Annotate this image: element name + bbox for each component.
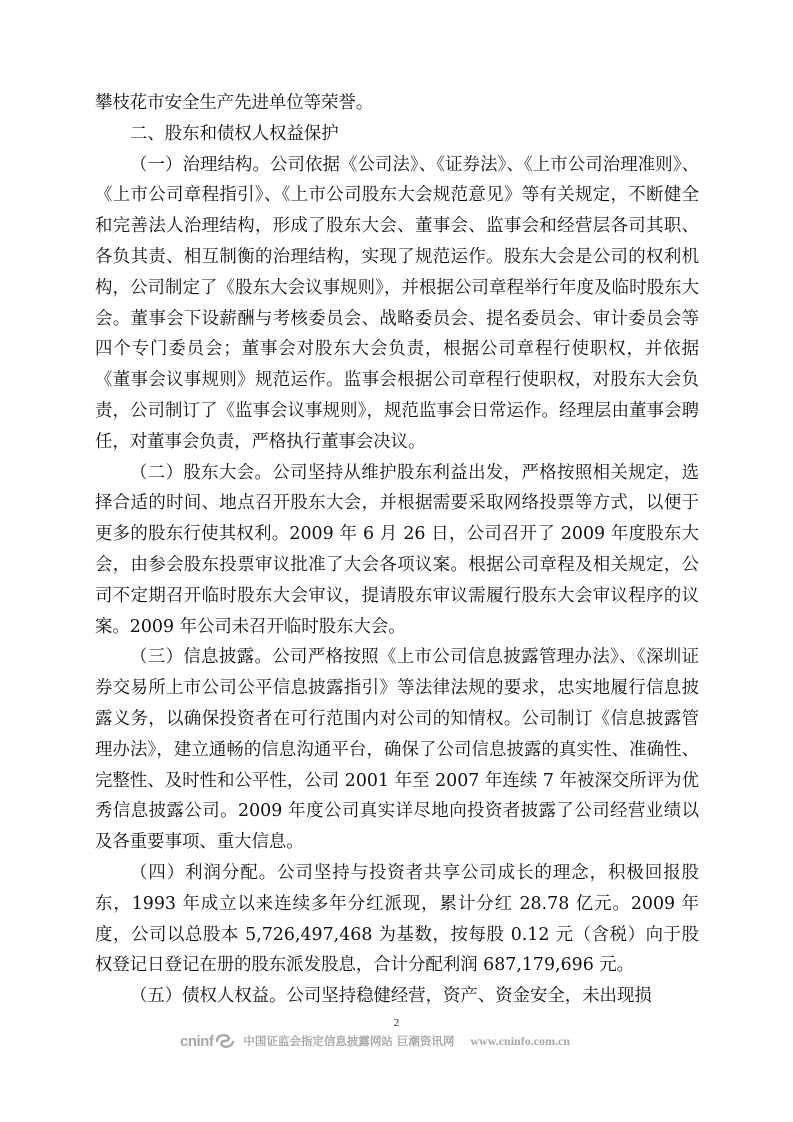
paragraph-governance: （一）治理结构。公司依据《公司法》、《证券法》、《上市公司治理准则》、《上市公司章程指引》、《上市公司股东大会规范意见》等有关规定，不断健全和完善法人治理结构，形成了股东大会、董事会、监事会和经营层各司其职、各负其责、相互制衡的治理结构，实现了规范运作。股东大会是公司的权利机构，公司制定了《股东大会议事规则》，并根据公司章程举行年度及临时股东大会。董事会下设薪酬与考核委员会、战略委员会、提名委员会、审计委员会等四个专门委员会；董事会对股东大会负责，根据公司章程行使职权，并依据《董事会议事规则》规范运作。监事会根据公司章程行使职权，对股东大会负责，公司制订了《监事会议事规则》，规范监事会日常运作。经理层由董事会聘任，对董事会负责，严格执行董事会决议。: [95, 154, 699, 452]
paragraph-profit-distribution: （四）利润分配。公司坚持与投资者共享公司成长的理念，积极回报股东，1993 年成立以来连续多年分红派现，累计分红 28.78 亿元。2009 年度，公司以总股本 5,726,497,468 为基数，按每股 0.12 元（含税）向于股权登记日登记在册的股东派发股息，合计分配利润 687,179,696 元。: [95, 862, 699, 976]
cninfo-logo: [180, 1033, 235, 1050]
body-text: [95, 88, 699, 1012]
logo-text: cninf: [180, 1032, 214, 1050]
paragraph-continuation: 攀枝花市安全生产先进单位等荣誉。: [95, 93, 374, 113]
page-number: 2: [393, 1017, 400, 1029]
paragraph-creditor-rights: （五）债权人权益。公司坚持稳健经营，资产、资金安全，未出现损: [130, 986, 652, 1007]
section-heading: 二、股东和债权人权益保护: [130, 123, 339, 144]
cninfo-swirl-icon: [215, 1033, 235, 1049]
paragraph-shareholder-meeting: （二）股东大会。公司坚持从维护股东利益出发，严格按照相关规定，选择合适的时间、地点召开股东大会，并根据需要采取网络投票等方式，以便于更多的股东行使其权利。2009 年 6 月 26 日，公司召开了 2009 年度股东大会，由参会股东投票审议批准了大会各项议案。根据公司章程及相关规定，公司不定期召开临时股东大会审议，提请股东审议需履行股东大会审议程序的议案。2009 年公司未召开临时股东大会。: [95, 462, 699, 637]
footer-slogan: 中国证监会指定信息披露网站 巨潮资讯网: [243, 1034, 455, 1048]
paragraph-disclosure: （三）信息披露。公司严格按照《上市公司信息披露管理办法》、《深圳证券交易所上市公司公平信息披露指引》等法律法规的要求，忠实地履行信息披露义务，以确保投资者在可行范围内对公司的知情权。公司制订《信息披露管理办法》，建立通畅的信息沟通平台，确保了公司信息披露的真实性、准确性、完整性、及时性和公平性，公司 2001 年至 2007 年连续 7 年被深交所评为优秀信息披露公司。2009 年度公司真实详尽地向投资者披露了公司经营业绩以及各重要事项、重大信息。: [95, 647, 699, 853]
footer-url[interactable]: www.cninfo.com.cn: [470, 1033, 571, 1048]
footer-watermark: [180, 1030, 570, 1052]
